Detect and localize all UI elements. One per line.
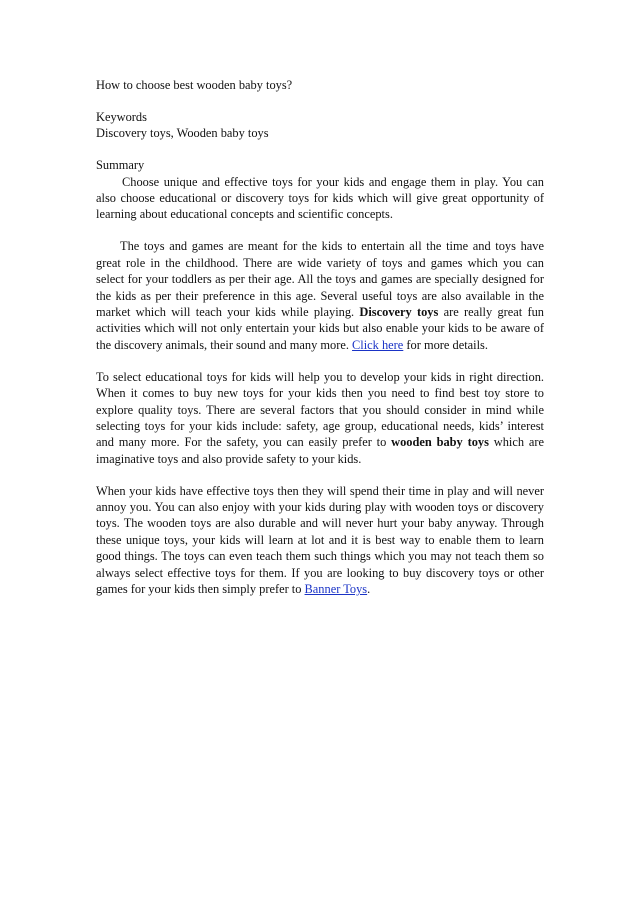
keywords-heading: Keywords	[96, 109, 147, 124]
click-here-link[interactable]: Click here	[352, 337, 404, 352]
discovery-toys-bold: Discovery toys	[359, 304, 439, 319]
spacer	[96, 93, 544, 109]
para2-text-a: To select educational toys for kids will help you to develop your kids in right direction. When it comes to buy new toys for your kids then you need to find best toy store to explore quality toys. There are several factors that you should consider in mind while selecting toys for your kids include: safety, age group, educational needs, kids’ interest and many more. For the safety, you can easily prefer to	[96, 369, 544, 450]
spacer	[96, 223, 544, 239]
body-paragraph-2	[96, 369, 544, 467]
wooden-baby-toys-bold: wooden baby toys	[391, 435, 489, 450]
summary-text: Choose unique and effective toys for your kids and engage them in play. You can also choose educational or discovery toys for kids which will give great opportunity of learning about educational concepts and scientific concepts.	[96, 174, 544, 222]
summary-paragraph	[96, 174, 544, 223]
document-title: How to choose best wooden baby toys?	[96, 78, 293, 92]
body-paragraph-1	[96, 238, 544, 353]
para3-text-a: When your kids have effective toys then they will spend their time in play and will never annoy you. You can also enjoy with your kids during play with wooden toys or discovery toys. The wooden toys are also durable and will never hurt your baby anyway. Through these unique toys, your kids will learn at lot and it is best way to enable them to learn good things. The toys can even teach them such things which you may not teach them so always select effective toys for them. If you are looking to buy discovery toys or other games for your kids then simply prefer to	[96, 483, 544, 597]
para1-text-a: The toys and games are meant for the kids to entertain all the time and toys have great role in the childhood. There are wide variety of toys and games which you can select for your toddlers as per their age. All the toys and games are specially designed for the kids as per their preference in this age. Several useful toys are also available in the market which will teach your kids while playing.	[96, 239, 544, 319]
spacer	[96, 467, 544, 483]
para2-text-b: which are imaginative toys and also provide safety to your kids.	[96, 435, 544, 466]
spacer	[96, 353, 544, 369]
keywords-text: Discovery toys, Wooden baby toys	[96, 126, 269, 141]
body-paragraph-3	[96, 483, 544, 598]
para3-text-b: .	[367, 582, 371, 597]
banner-toys-link[interactable]: Banner Toys	[304, 582, 368, 597]
document-page	[96, 77, 544, 597]
para1-text-c: for more details.	[406, 337, 488, 352]
spacer	[96, 142, 544, 158]
para1-text-b: are really great fun activities which will not only entertain your kids but also enable your kids to be aware of the discovery animals, their sound and many more.	[96, 304, 545, 352]
summary-heading: Summary	[96, 158, 145, 173]
